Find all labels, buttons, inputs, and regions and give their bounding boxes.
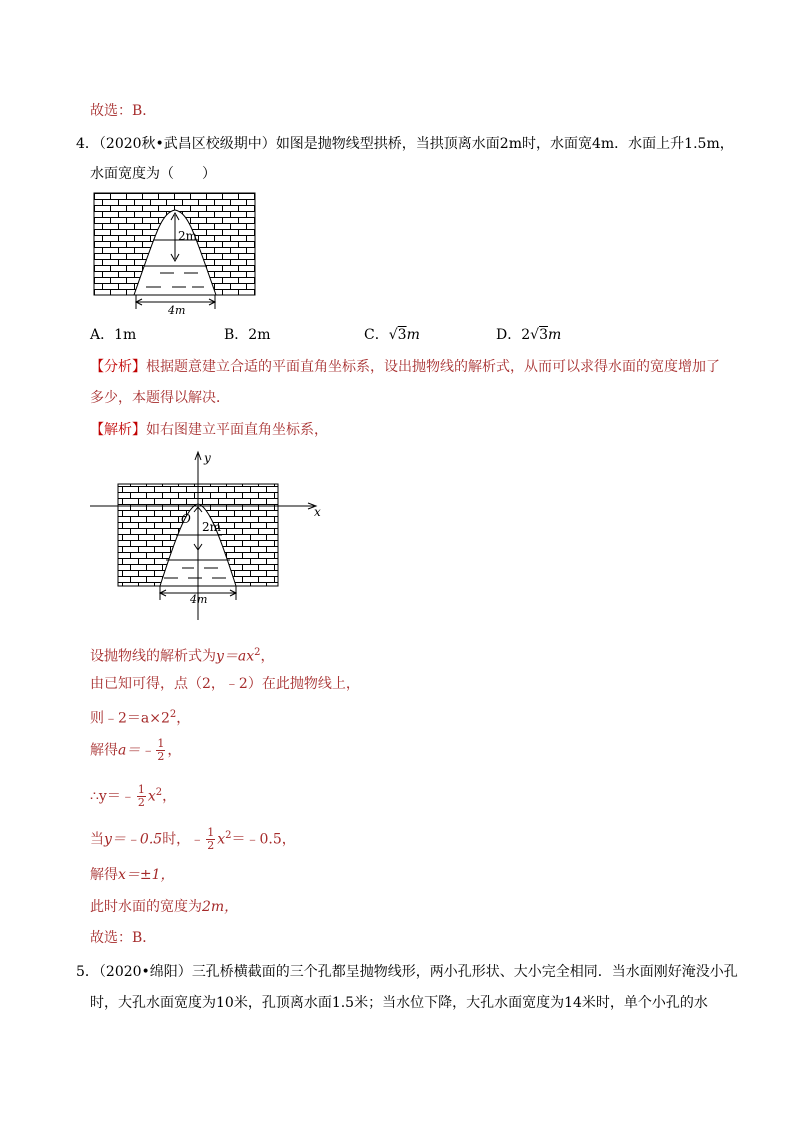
step-8: 此时水面的宽度为2m， (90, 899, 239, 915)
option-d[interactable]: D．2√3m (496, 327, 562, 343)
step-1: 设抛物线的解析式为$y=ax^2$， (90, 647, 275, 665)
option-b[interactable]: B．2m (224, 327, 271, 343)
step-4: 解得a＝﹣ $\frac{1}{2}$ ， (90, 737, 182, 763)
analysis-tag: 【分析】 (90, 359, 146, 375)
option-a[interactable]: A．1m (90, 327, 137, 343)
analysis-line-2: 多少，本题得以解决． (90, 390, 230, 406)
step-6: 当y＝﹣0.5时，﹣ $\frac{1}{2}$ $x^2=﹣0.5$， (90, 826, 296, 853)
question-4-stem-line-2: 水面宽度为（ ） (90, 166, 216, 182)
previous-conclusion: 故选：B． (90, 103, 157, 119)
question-5-stem-line-1: 5．（2020•绵阳）三孔桥横截面的三个孔都呈抛物线形，两小孔形状、大小完全相同．当水面刚好淹没小孔 (76, 964, 738, 980)
step-3: 则$﹣2=a\times 2^2$， (90, 709, 191, 727)
width-label: 4m (190, 593, 208, 606)
question-number: 5． (76, 964, 99, 980)
option-c[interactable]: C．√3m (364, 327, 420, 343)
question-number: 4． (76, 136, 99, 152)
height-label: 2m (178, 229, 198, 243)
arch-bridge-figure (94, 193, 256, 317)
width-label: 4m (168, 304, 186, 317)
question-5-stem-line-2: 时，大孔水面宽度为10米，孔顶离水面1.5米；当水位下降，大孔水面宽度为14米时，单个小孔的水 (90, 995, 708, 1011)
height-label: 2m (202, 520, 222, 534)
step-5: ∴y＝﹣ $\frac{1}{2}$ $x^2$， (90, 783, 177, 810)
solution-tag: 【解析】 (90, 422, 146, 438)
y-axis-label: y (204, 451, 211, 465)
step-9: 故选：B． (90, 930, 157, 946)
solution-intro: 【解析】如右图建立平面直角坐标系， (90, 422, 328, 438)
coordinate-arch-figure (90, 450, 330, 620)
step-7: 解得x＝±1， (90, 867, 175, 883)
x-axis-label: x (314, 505, 321, 519)
step-2: 由已知可得，点（2，﹣2）在此抛物线上， (90, 676, 360, 692)
analysis-line-1: 【分析】根据题意建立合适的平面直角坐标系，设出抛物线的解析式，从而可以求得水面的宽度增加了 (90, 359, 720, 375)
origin-label: O (181, 512, 191, 526)
question-source: （2020•绵阳） (98, 964, 192, 980)
question-source: （2020秋•武昌区校级期中） (98, 136, 276, 152)
question-4-stem-line-1: 4．（2020秋•武昌区校级期中）如图是抛物线型拱桥，当拱顶离水面2m时，水面宽4m．水面上升1.5m， (76, 136, 734, 152)
